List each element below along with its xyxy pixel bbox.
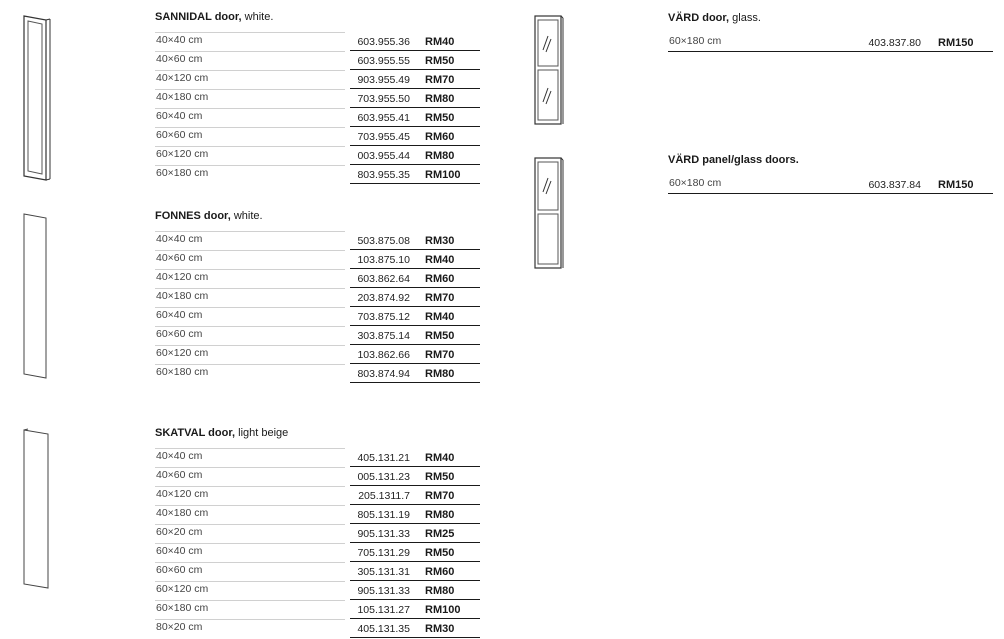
price-cell: RM50	[425, 547, 455, 559]
section-title	[155, 426, 480, 440]
price-cell: RM50	[425, 112, 455, 124]
price-cell: RM70	[425, 292, 455, 304]
section-title	[155, 10, 480, 24]
table-row	[155, 524, 480, 543]
size-cell: 40×180 cm	[156, 91, 209, 103]
article-number-cell: 303.875.14	[357, 330, 410, 342]
article-number-cell: 403.837.80	[868, 37, 921, 49]
table-row	[155, 70, 480, 89]
size-cell: 40×120 cm	[156, 271, 209, 283]
size-cell: 60×40 cm	[156, 545, 203, 557]
product-desc: white.	[230, 210, 263, 222]
article-number-cell: 603.862.64	[357, 273, 410, 285]
section-title	[668, 153, 993, 167]
price-cell: RM70	[425, 349, 455, 361]
price-table	[155, 448, 480, 638]
size-cell: 60×40 cm	[156, 309, 203, 321]
price-cell: RM80	[425, 368, 455, 380]
price-cell: RM60	[425, 131, 455, 143]
article-number-cell: 205.1311.7	[358, 490, 410, 502]
vard-panel-door-icon	[532, 156, 564, 270]
price-cell: RM150	[938, 179, 974, 191]
row-underline	[350, 637, 480, 638]
size-cell: 60×180 cm	[669, 35, 722, 47]
article-number-cell: 805.131.19	[357, 509, 410, 521]
price-table	[668, 175, 993, 194]
size-cell: 60×60 cm	[156, 129, 203, 141]
product-desc: glass.	[729, 12, 761, 24]
article-number-cell: 103.862.66	[357, 349, 410, 361]
table-row	[668, 33, 993, 52]
size-cell: 60×60 cm	[156, 564, 203, 576]
size-cell: 40×60 cm	[156, 252, 203, 264]
table-row	[155, 127, 480, 146]
article-number-cell: 803.955.35	[357, 169, 410, 181]
price-cell: RM30	[425, 623, 455, 635]
vard-glass-door-icon	[532, 14, 564, 126]
size-cell: 60×20 cm	[156, 526, 203, 538]
row-underline	[668, 51, 993, 52]
price-cell: RM50	[425, 55, 455, 67]
price-cell: RM80	[425, 585, 455, 597]
price-cell: RM40	[425, 311, 455, 323]
price-cell: RM60	[425, 273, 455, 285]
sannidal-section	[155, 10, 480, 184]
product-name: SKATVAL door,	[155, 427, 236, 439]
size-cell: 60×120 cm	[156, 583, 209, 595]
table-row	[155, 562, 480, 581]
article-number-cell: 603.955.55	[357, 55, 410, 67]
vard-door-section	[668, 11, 993, 52]
price-table	[668, 33, 993, 52]
price-table	[155, 231, 480, 383]
table-row	[155, 89, 480, 108]
size-cell: 40×180 cm	[156, 290, 209, 302]
article-number-cell: 705.131.29	[357, 547, 410, 559]
article-number-cell: 603.955.41	[357, 112, 410, 124]
vard-panel-section	[668, 153, 993, 194]
row-underline	[668, 193, 993, 194]
table-row	[155, 231, 480, 250]
row-underline	[350, 382, 480, 383]
price-cell: RM100	[425, 604, 461, 616]
table-row	[155, 146, 480, 165]
article-number-cell: 103.875.10	[357, 254, 410, 266]
article-number-cell: 405.131.21	[357, 452, 410, 464]
table-row	[155, 619, 480, 638]
article-number-cell: 603.955.36	[357, 36, 410, 48]
table-row	[155, 288, 480, 307]
table-row	[155, 448, 480, 467]
size-cell: 60×120 cm	[156, 148, 209, 160]
table-row	[155, 467, 480, 486]
article-number-cell: 803.874.94	[357, 368, 410, 380]
table-row	[668, 175, 993, 194]
size-cell: 40×40 cm	[156, 34, 203, 46]
article-number-cell: 003.955.44	[357, 150, 410, 162]
size-cell: 60×120 cm	[156, 347, 209, 359]
product-name: SANNIDAL door,	[155, 11, 242, 23]
skatval-door-icon	[22, 428, 52, 590]
table-row	[155, 307, 480, 326]
fonnes-door-icon	[22, 212, 52, 380]
product-name: VÄRD panel/glass doors.	[668, 154, 799, 166]
size-cell: 80×20 cm	[156, 621, 203, 633]
article-number-cell: 703.875.12	[357, 311, 410, 323]
section-title	[155, 209, 480, 223]
table-row	[155, 581, 480, 600]
table-row	[155, 600, 480, 619]
price-cell: RM30	[425, 235, 455, 247]
table-row	[155, 250, 480, 269]
article-number-cell: 405.131.35	[357, 623, 410, 635]
price-cell: RM80	[425, 93, 455, 105]
size-cell: 40×60 cm	[156, 53, 203, 65]
skatval-section	[155, 426, 480, 638]
price-cell: RM40	[425, 254, 455, 266]
table-row	[155, 543, 480, 562]
article-number-cell: 703.955.45	[357, 131, 410, 143]
article-number-cell: 305.131.31	[357, 566, 410, 578]
size-cell: 40×40 cm	[156, 450, 203, 462]
table-row	[155, 51, 480, 70]
price-cell: RM40	[425, 452, 455, 464]
size-cell: 60×180 cm	[156, 366, 209, 378]
table-row	[155, 345, 480, 364]
product-name: VÄRD door,	[668, 12, 730, 24]
size-cell: 40×40 cm	[156, 233, 203, 245]
price-cell: RM25	[425, 528, 455, 540]
size-cell: 60×180 cm	[156, 602, 209, 614]
size-cell: 60×40 cm	[156, 110, 203, 122]
article-number-cell: 703.955.50	[357, 93, 410, 105]
size-cell: 40×120 cm	[156, 72, 209, 84]
table-row	[155, 269, 480, 288]
price-cell: RM50	[425, 330, 455, 342]
size-cell: 60×60 cm	[156, 328, 203, 340]
fonnes-section	[155, 209, 480, 383]
price-cell: RM60	[425, 566, 455, 578]
price-cell: RM80	[425, 150, 455, 162]
article-number-cell: 005.131.23	[357, 471, 410, 483]
table-row	[155, 505, 480, 524]
row-underline	[350, 183, 480, 184]
price-cell: RM150	[938, 37, 974, 49]
article-number-cell: 503.875.08	[357, 235, 410, 247]
table-row	[155, 486, 480, 505]
table-row	[155, 32, 480, 51]
size-cell: 40×180 cm	[156, 507, 209, 519]
article-number-cell: 905.131.33	[357, 585, 410, 597]
product-desc: light beige	[235, 427, 289, 439]
article-number-cell: 903.955.49	[357, 74, 410, 86]
size-cell: 60×180 cm	[156, 167, 209, 179]
section-title	[668, 11, 993, 25]
table-row	[155, 326, 480, 345]
price-cell: RM100	[425, 169, 461, 181]
sannidal-door-icon	[22, 14, 52, 182]
size-cell: 60×180 cm	[669, 177, 722, 189]
size-cell: 40×120 cm	[156, 488, 209, 500]
price-cell: RM50	[425, 471, 455, 483]
product-desc: white.	[241, 11, 274, 23]
article-number-cell: 603.837.84	[868, 179, 921, 191]
article-number-cell: 905.131.33	[357, 528, 410, 540]
table-row	[155, 108, 480, 127]
product-name: FONNES door,	[155, 210, 231, 222]
price-cell: RM80	[425, 509, 455, 521]
article-number-cell: 203.874.92	[357, 292, 410, 304]
price-table	[155, 32, 480, 184]
table-row	[155, 165, 480, 184]
size-cell: 40×60 cm	[156, 469, 203, 481]
price-cell: RM70	[425, 490, 455, 502]
article-number-cell: 105.131.27	[357, 604, 410, 616]
table-row	[155, 364, 480, 383]
price-cell: RM70	[425, 74, 455, 86]
price-cell: RM40	[425, 36, 455, 48]
